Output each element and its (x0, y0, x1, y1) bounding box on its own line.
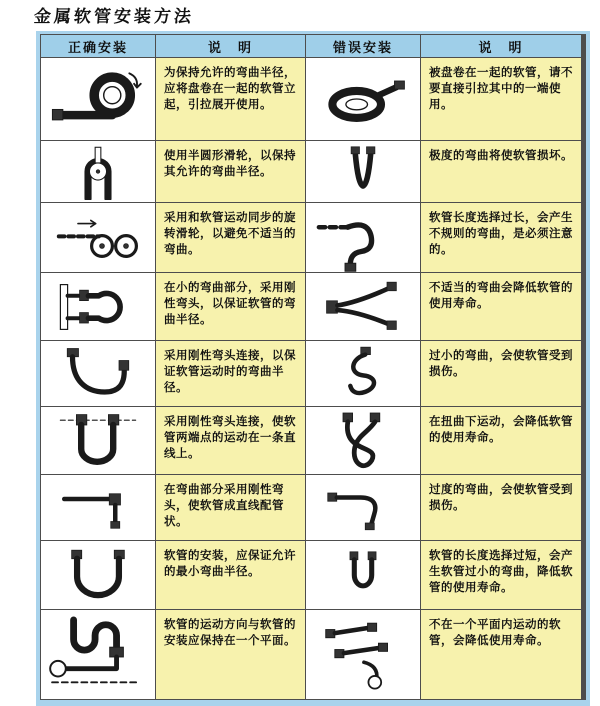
irregular-bend-hose-icon (311, 203, 415, 272)
wrong-note: 极度的弯曲将使软管损坏。 (421, 141, 581, 202)
page (0, 2, 600, 706)
wrong-illustration-cell (306, 475, 420, 540)
correct-illustration-cell (41, 610, 155, 699)
wrong-illustration-cell (306, 541, 420, 609)
excessive-bend-hose-icon (315, 478, 411, 538)
header-wrong-installation: 错误安装 (306, 35, 420, 57)
wrong-illustration-cell (306, 141, 420, 202)
correct-illustration-cell (41, 407, 155, 474)
correct-illustration-cell (41, 541, 155, 609)
correct-illustration-cell (41, 475, 155, 540)
standing-coil-hose-icon (44, 61, 152, 137)
header-wrong-description: 说 明 (421, 35, 581, 57)
wrong-illustration-cell (306, 407, 420, 474)
wrong-illustration-cell (306, 203, 420, 272)
wrong-note: 软管长度选择过长，会产生不规则的弯曲，是必须注意的。 (421, 203, 581, 272)
twisted-motion-hose-icon (317, 409, 409, 473)
semicircular-pulley-hose-icon (53, 143, 143, 200)
too-small-bend-hose-icon (322, 343, 404, 405)
wrong-note: 被盘卷在一起的软管，请不要直接引拉其中的一端使用。 (421, 58, 581, 140)
correct-illustration-cell (41, 273, 155, 340)
straight-line-piping-hose-icon (48, 478, 148, 538)
wrong-illustration-cell (306, 273, 420, 340)
wrong-illustration-cell (306, 58, 420, 140)
wrong-illustration-cell (306, 341, 420, 406)
wrong-illustration-cell (306, 610, 420, 699)
wrong-note: 过小的弯曲，会使软管受到损伤。 (421, 341, 581, 406)
correct-note: 软管的运动方向与软管的安装应保持在一个平面。 (156, 610, 305, 699)
correct-note: 在小的弯曲部分，采用刚性弯头，以保证软管的弯曲半径。 (156, 273, 305, 340)
correct-note: 采用和软管运动同步的旋转滑轮，以避免不适当的弯曲。 (156, 203, 305, 272)
header-correct-installation: 正确安装 (41, 35, 155, 57)
page-title: 金属软管安装方法 (33, 7, 195, 27)
correct-illustration-cell (41, 141, 155, 202)
wrong-note: 不在一个平面内运动的软管，会降低使用寿命。 (421, 610, 581, 699)
aligned-endpoints-hose-icon (48, 409, 148, 473)
improper-bend-hose-icon (311, 276, 415, 338)
extreme-bend-hose-icon (320, 144, 406, 200)
correct-note: 使用半圆形滑轮，以保持其允许的弯曲半径。 (156, 141, 305, 202)
correct-note: 在弯曲部分采用刚性弯头，使软管成直线配管状。 (156, 475, 305, 540)
rigid-elbow-small-bend-hose-icon (48, 275, 148, 339)
correct-note: 采用刚性弯头连接，使软管两端点的运动在一条直线上。 (156, 407, 305, 474)
correct-illustration-cell (41, 203, 155, 272)
wrong-note: 软管的长度选择过短，会产生软管过小的弯曲，降低软管的使用寿命。 (421, 541, 581, 609)
flat-coil-pulled-hose-icon (311, 63, 415, 135)
correct-note: 采用刚性弯头连接，以保证软管运动时的弯曲半径。 (156, 341, 305, 406)
minimum-bend-radius-hose-icon (48, 544, 148, 606)
out-of-plane-motion-hose-icon (313, 615, 413, 695)
header-correct-description: 说 明 (156, 35, 305, 57)
wrong-note: 在扭曲下运动，会降低软管的使用寿命。 (421, 407, 581, 474)
correct-note: 软管的安装，应保证允许的最小弯曲半径。 (156, 541, 305, 609)
correct-illustration-cell (41, 58, 155, 140)
installation-table (36, 31, 590, 706)
correct-illustration-cell (41, 341, 155, 406)
installation-table-grid (40, 34, 586, 700)
single-plane-installation-hose-icon (44, 614, 152, 696)
too-short-hose-icon (323, 546, 403, 604)
rotating-pulley-hose-icon (44, 206, 152, 270)
correct-note: 为保持允许的弯曲半径，应将盘卷在一起的软管立起，引拉展开使用。 (156, 58, 305, 140)
rigid-elbow-connection-hose-icon (48, 344, 148, 404)
wrong-note: 过度的弯曲，会使软管受到损伤。 (421, 475, 581, 540)
wrong-note: 不适当的弯曲会降低软管的使用寿命。 (421, 273, 581, 340)
